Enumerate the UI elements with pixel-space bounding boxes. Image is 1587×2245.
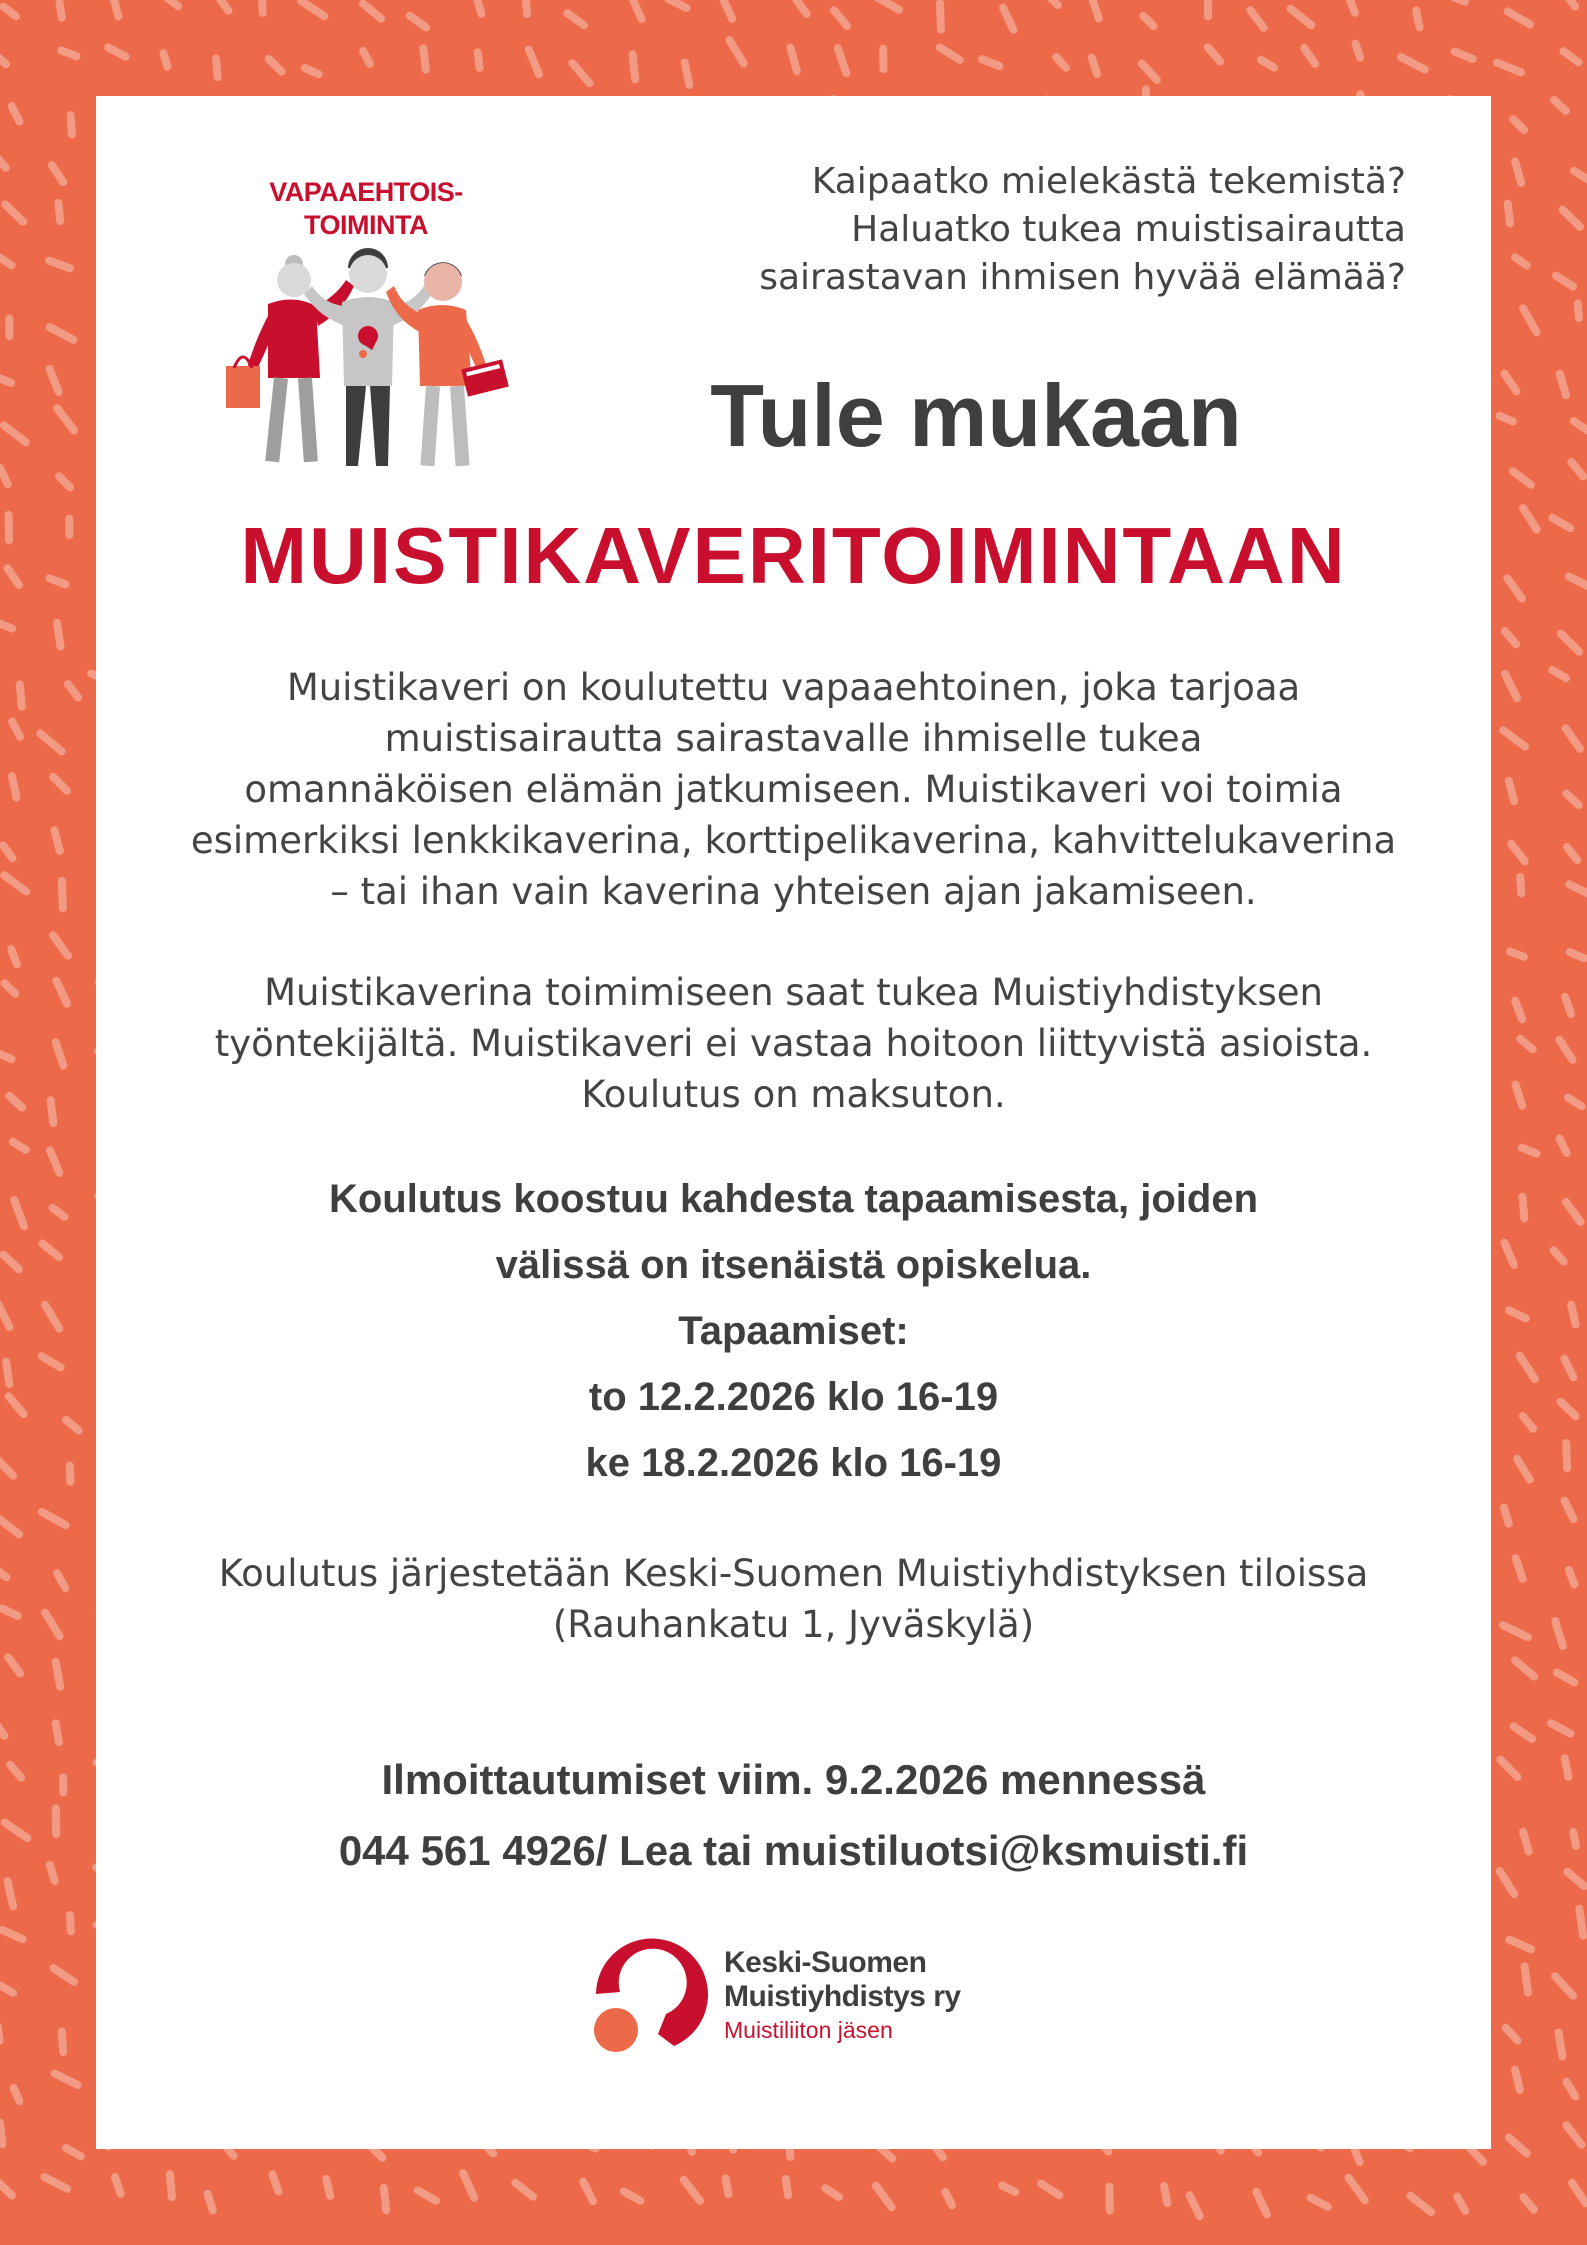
pattern-dash (1520, 877, 1521, 894)
pattern-dash (1551, 1723, 1570, 1734)
pattern-dash (1566, 1202, 1581, 1222)
pattern-dash (42, 1512, 66, 1525)
pattern-dash (1561, 634, 1580, 652)
pattern-dash (790, 48, 797, 72)
pattern-dash (1569, 1570, 1575, 1584)
pattern-dash (262, 0, 263, 13)
pattern-dash (1560, 374, 1566, 395)
pattern-dash (40, 733, 61, 751)
person-middle-icon (304, 248, 432, 466)
pattern-dash (1416, 10, 1420, 27)
pattern-dash (1557, 1673, 1574, 1683)
pattern-dash (4, 426, 26, 443)
pattern-dash (1190, 2195, 1200, 2216)
heading-title: MUISTIKAVERITOIMINTAAN (240, 511, 1347, 600)
pattern-dash (42, 1243, 59, 1257)
paragraph-line: Muistikaveri on koulutettu vapaaehtoinen, joka tarjoaa (286, 666, 1301, 709)
pattern-dash (1554, 100, 1566, 111)
pattern-dash (1572, 2183, 1586, 2203)
pattern-dash (1311, 2198, 1328, 2207)
paragraph-line: työntekijältä. Muistikaveri ei vastaa hoitoon liittyvistä asioista. (214, 1022, 1373, 1065)
pattern-dash (1505, 631, 1516, 644)
pattern-dash (685, 63, 690, 85)
pattern-dash (529, 50, 539, 75)
paragraph-line: (Rauhankatu 1, Jyväskylä) (552, 1603, 1035, 1646)
pattern-dash (1568, 1098, 1582, 1107)
meeting-date: ke 18.2.2026 klo 16-19 (585, 1441, 1002, 1485)
question-line: Kaipaatko mielekästä tekemistä? (811, 161, 1406, 202)
pattern-dash (1451, 0, 1465, 2)
pattern-dash (3, 1255, 18, 1270)
pattern-dash (0, 156, 6, 168)
pattern-dash (1559, 2033, 1563, 2057)
pattern-dash (1003, 8, 1013, 30)
pattern-dash (2, 1609, 18, 1616)
location-paragraph (136, 1548, 1451, 1650)
pattern-dash (1056, 57, 1066, 68)
pattern-dash (1555, 1976, 1573, 1996)
registration-contact: 044 561 4926/ Lea tai muistiluotsi@ksmuisti.fi (338, 1827, 1249, 1874)
pattern-dash (52, 165, 63, 182)
pattern-dash (1508, 11, 1530, 24)
pattern-dash (0, 1456, 13, 1476)
pattern-dash (1554, 1250, 1564, 1261)
pattern-dash (1256, 2192, 1266, 2214)
pattern-dash (9, 1096, 22, 1108)
pattern-dash (50, 1865, 55, 1881)
pattern-dash (668, 0, 686, 8)
pattern-dash (0, 1723, 4, 1736)
pattern-dash (633, 54, 636, 79)
pattern-dash (56, 1723, 59, 1742)
pattern-dash (945, 2192, 952, 2206)
pattern-dash (12, 106, 20, 121)
pattern-dash (1565, 0, 1576, 7)
pattern-dash (5, 1823, 28, 1839)
pattern-dash (3, 845, 12, 858)
pattern-dash (12, 776, 17, 798)
pattern-dash (1002, 2186, 1015, 2193)
pattern-dash (631, 0, 641, 19)
pattern-dash (1565, 1758, 1569, 1777)
pattern-dash (729, 40, 743, 64)
pattern-dash (1457, 2197, 1465, 2211)
pattern-dash (1560, 1139, 1567, 1154)
pattern-dash (1567, 2082, 1576, 2097)
pattern-dash (1505, 374, 1517, 392)
pattern-dash (1091, 0, 1099, 19)
pattern-dash (70, 1915, 71, 1931)
training-line: välissä on itsenäistä opiskelua. (495, 1243, 1092, 1287)
pattern-dash (1346, 0, 1355, 13)
person-right-icon (386, 262, 509, 466)
volunteer-logo (216, 156, 516, 486)
pattern-dash (57, 408, 74, 430)
pattern-dash (1507, 578, 1522, 598)
pattern-dash (940, 48, 960, 60)
training-info (136, 1166, 1451, 1496)
intro-paragraph (136, 662, 1451, 917)
pattern-dash (1517, 1459, 1530, 1480)
pattern-dash (216, 58, 218, 77)
pattern-dash (0, 1052, 12, 1059)
pattern-dash (1500, 416, 1513, 422)
pattern-dash (50, 327, 74, 340)
pattern-dash (163, 53, 167, 66)
question-line: sairastavan ihmisen hyvää elämää? (759, 257, 1406, 298)
pattern-dash (418, 2190, 436, 2200)
pattern-dash (1505, 674, 1517, 699)
paragraph-line: – tai ihan vain kaverina yhteisen ajan jakamiseen. (330, 870, 1257, 913)
pattern-dash (14, 2088, 20, 2101)
pattern-dash (161, 0, 178, 6)
pattern-dash (583, 2182, 593, 2202)
pattern-dash (8, 568, 20, 585)
pattern-dash (1515, 1660, 1534, 1676)
pattern-dash (62, 2031, 63, 2052)
pattern-dash (1208, 47, 1220, 61)
pattern-dash (1567, 847, 1577, 860)
pattern-dash (1555, 1621, 1563, 1646)
pattern-dash (624, 2192, 641, 2201)
pattern-dash (1513, 471, 1531, 485)
pattern-dash (1570, 952, 1584, 958)
association-logo (586, 1934, 1006, 2074)
pattern-dash (1515, 1001, 1522, 1020)
pattern-dash (1143, 16, 1153, 26)
pattern-dash (12, 722, 20, 737)
pattern-dash (1574, 171, 1587, 180)
pattern-dash (5, 983, 16, 994)
pattern-dash (4, 7, 17, 16)
pattern-dash (1503, 1625, 1528, 1637)
pattern-dash (45, 1305, 59, 1329)
pattern-dash (1566, 2125, 1581, 2145)
support-paragraph (136, 967, 1451, 1120)
pattern-dash (1041, 2184, 1059, 2196)
pattern-dash (49, 578, 65, 584)
pattern-dash (834, 10, 847, 26)
pattern-dash (1523, 1832, 1529, 1852)
pattern-dash (1523, 308, 1536, 332)
meetings-label: Tapaamiset: (678, 1309, 909, 1353)
pattern-dash (1516, 1085, 1523, 1106)
pattern-dash (1561, 1402, 1576, 1416)
pattern-dash (1497, 63, 1521, 73)
intro-questions (596, 158, 1406, 302)
pattern-dash (6, 1362, 9, 1385)
pattern-dash (1563, 51, 1578, 62)
pattern-dash (55, 2073, 78, 2085)
pattern-dash (1552, 670, 1566, 678)
pattern-dash (363, 4, 381, 19)
pattern-dash (940, 3, 941, 29)
pattern-dash (2, 1930, 22, 1939)
pattern-dash (1566, 728, 1580, 748)
pattern-dash (0, 619, 12, 629)
pattern-dash (50, 369, 59, 392)
pattern-dash (1520, 1356, 1535, 1379)
pattern-dash (0, 1985, 13, 1993)
pattern-dash (53, 935, 68, 956)
pattern-dash (1522, 1148, 1537, 1154)
pattern-dash (50, 1150, 59, 1173)
pattern-dash (410, 16, 426, 28)
pattern-dash (1567, 1872, 1584, 1886)
association-name (724, 1946, 1024, 2046)
registration-deadline: Ilmoittautumiset viim. 9.2.2026 mennessä (381, 1756, 1206, 1803)
pattern-dash (1565, 997, 1571, 1014)
pattern-dash (58, 203, 60, 221)
pattern-dash (1504, 1508, 1509, 1524)
pattern-dash (0, 468, 8, 484)
paragraph-line: omannäköisen elämän jatkumiseen. Muistikaveri voi toimia (244, 768, 1343, 811)
pattern-dash (1566, 1443, 1567, 1468)
pattern-dash (53, 777, 67, 791)
pattern-dash (1574, 421, 1587, 432)
pattern-dash (170, 2174, 172, 2197)
pattern-dash (108, 48, 125, 57)
pattern-dash (4, 875, 26, 891)
paragraph-line: muistisairautta sairastavalle ihmiselle tukea (384, 717, 1203, 760)
pattern-dash (0, 53, 6, 64)
pattern-dash (70, 1466, 71, 1482)
pattern-dash (1515, 2070, 1520, 2090)
pattern-dash (216, 0, 229, 11)
pattern-dash (1508, 204, 1510, 224)
pattern-dash (1573, 1832, 1576, 1846)
pattern-dash (115, 2177, 121, 2194)
pattern-dash (1523, 508, 1537, 529)
registration-info (136, 1744, 1451, 1886)
association-membership: Muistiliiton jäsen (724, 2017, 893, 2043)
pattern-dash (1410, 2196, 1431, 2213)
pattern-dash (878, 0, 899, 10)
volunteer-logo-title (216, 176, 516, 242)
paragraph-line: Koulutus on maksuton. (581, 1073, 1006, 1116)
pattern-dash (1356, 44, 1361, 58)
pattern-dash (54, 1968, 75, 1982)
pattern-dash (477, 0, 481, 14)
pattern-dash (0, 1566, 6, 1577)
three-people-icon (216, 246, 516, 486)
pattern-dash (982, 59, 999, 66)
pattern-dash (71, 115, 72, 134)
pattern-dash (1579, 1909, 1583, 1936)
pattern-dash (526, 0, 527, 14)
pattern-dash (13, 1142, 26, 1150)
pattern-dash (1563, 210, 1581, 227)
pattern-dash (1455, 52, 1473, 59)
pattern-dash (1509, 2138, 1527, 2154)
pattern-dash (1349, 2178, 1365, 2201)
pattern-dash (62, 881, 63, 908)
pattern-dash (1564, 1359, 1573, 1378)
pattern-dash (1045, 0, 1058, 5)
pattern-dash (1500, 1760, 1517, 1777)
pattern-dash (1522, 1197, 1524, 1219)
pattern-dash (5, 204, 23, 221)
pattern-dash (273, 2174, 279, 2191)
question-line: Haluatko tukea muistisairautta (851, 209, 1406, 250)
pattern-dash (56, 981, 67, 1004)
pattern-dash (53, 1208, 65, 1217)
pattern-dash (8, 1657, 20, 1673)
pattern-dash (515, 2183, 533, 2197)
pattern-dash (1506, 2028, 1518, 2041)
pattern-dash (726, 2178, 729, 2194)
pattern-dash (1514, 1726, 1533, 1739)
pattern-dash (0, 1518, 19, 1534)
paragraph-line: esimerkiksi lenkkikaverina, korttipelikaverina, kahvittelukaverina (190, 819, 1397, 862)
pattern-dash (59, 476, 70, 487)
pattern-dash (1142, 64, 1157, 81)
pattern-dash (60, 3, 62, 18)
pattern-dash (1571, 1305, 1576, 1325)
pattern-dash (68, 684, 78, 697)
paragraph-line: Koulutus järjestetään Keski-Suomen Muistiyhdistyksen tiloissa (218, 1552, 1369, 1595)
pattern-dash (1401, 57, 1425, 69)
pattern-dash (8, 1881, 14, 1906)
pattern-dash (1569, 884, 1587, 894)
pattern-dash (1515, 257, 1527, 265)
heading-subtitle: Tule mukaan (710, 366, 1242, 465)
pattern-dash (1578, 304, 1579, 318)
pattern-dash (305, 68, 319, 74)
pattern-dash (1291, 9, 1312, 26)
pattern-dash (1509, 1940, 1531, 1950)
pattern-dash (0, 377, 11, 383)
pattern-dash (1515, 162, 1521, 183)
pattern-dash (1525, 1966, 1528, 1992)
paragraph-line: Muistikaverina toimimiseen saat tukea Muistiyhdistyksen (264, 971, 1323, 1014)
pattern-dash (1164, 2186, 1167, 2203)
pattern-dash (1509, 1310, 1526, 1318)
pattern-dash (0, 2181, 12, 2195)
pattern-dash (1513, 119, 1524, 130)
pattern-dash (42, 1356, 61, 1367)
pattern-dash (301, 1, 324, 16)
pattern-dash (363, 51, 370, 64)
pattern-dash (1560, 1040, 1573, 1060)
pattern-dash (57, 1573, 65, 1588)
pattern-dash (44, 2177, 67, 2189)
pattern-dash (1509, 781, 1514, 801)
pattern-dash (114, 0, 119, 16)
pattern-dash (1556, 276, 1573, 287)
pattern-dash (1503, 730, 1525, 746)
pattern-dash (825, 2188, 839, 2197)
pattern-dash (722, 0, 732, 19)
pattern-dash (1500, 1871, 1515, 1894)
memory-association-icon (586, 1934, 716, 2064)
meeting-date: to 12.2.2026 klo 16-19 (588, 1375, 999, 1419)
pattern-dash (478, 52, 480, 68)
pattern-dash (684, 2180, 700, 2201)
pattern-dash (10, 1765, 21, 1778)
pattern-dash (1504, 1243, 1514, 1265)
volunteer-logo-line1: VAPAAEHTOIS- (269, 177, 463, 207)
pattern-dash (0, 2123, 2, 2145)
pattern-dash (14, 1200, 24, 1226)
pattern-dash (1250, 10, 1264, 28)
pattern-dash (572, 63, 589, 83)
pattern-dash (1552, 518, 1570, 529)
association-name-line1: Keski-Suomen (724, 1946, 927, 1979)
association-name-line2: Muistiyhdistys ry (724, 1980, 961, 2013)
pattern-dash (1523, 1416, 1533, 1429)
training-line: Koulutus koostuu kahdesta tapaamisesta, joiden (328, 1177, 1259, 1221)
pattern-dash (1092, 58, 1097, 74)
pattern-dash (1520, 1039, 1532, 1050)
pattern-dash (66, 1420, 79, 1431)
pattern-dash (1304, 48, 1315, 64)
pattern-dash (1523, 2197, 1534, 2209)
pattern-dash (20, 684, 22, 706)
pattern-dash (55, 830, 60, 851)
pattern-dash (795, 0, 807, 14)
pattern-dash (0, 257, 12, 265)
pattern-dash (384, 2188, 386, 2210)
pattern-dash (66, 2148, 81, 2156)
person-left-icon (226, 255, 354, 462)
pattern-dash (0, 1304, 10, 1327)
pattern-dash (56, 1662, 61, 1687)
pattern-dash (1261, 60, 1274, 68)
pattern-dash (568, 13, 585, 25)
pattern-dash (1510, 952, 1524, 957)
pattern-dash (1511, 844, 1525, 862)
pattern-dash (208, 2194, 213, 2211)
pattern-dash (61, 51, 76, 57)
pattern-dash (9, 1396, 24, 1414)
pattern-dash (51, 1100, 54, 1123)
pattern-dash (838, 48, 847, 73)
pattern-dash (269, 59, 282, 72)
pattern-dash (49, 261, 70, 269)
pattern-dash (45, 1613, 59, 1637)
pattern-dash (463, 2173, 474, 2198)
pattern-dash (1565, 1501, 1574, 1520)
pattern-dash (786, 2179, 788, 2195)
pattern-dash (1569, 577, 1587, 587)
pattern-dash (1566, 794, 1578, 806)
pattern-dash (326, 2179, 330, 2196)
pattern-dash (1516, 1558, 1523, 1579)
flyer-card (96, 96, 1491, 2149)
pattern-dash (11, 949, 17, 964)
pattern-dash (57, 623, 61, 647)
pattern-dash (423, 48, 426, 70)
pattern-dash (876, 2186, 892, 2208)
pattern-dash (1571, 462, 1583, 477)
pattern-dash (56, 1042, 64, 1065)
volunteer-logo-line2: TOIMINTA (304, 210, 428, 240)
